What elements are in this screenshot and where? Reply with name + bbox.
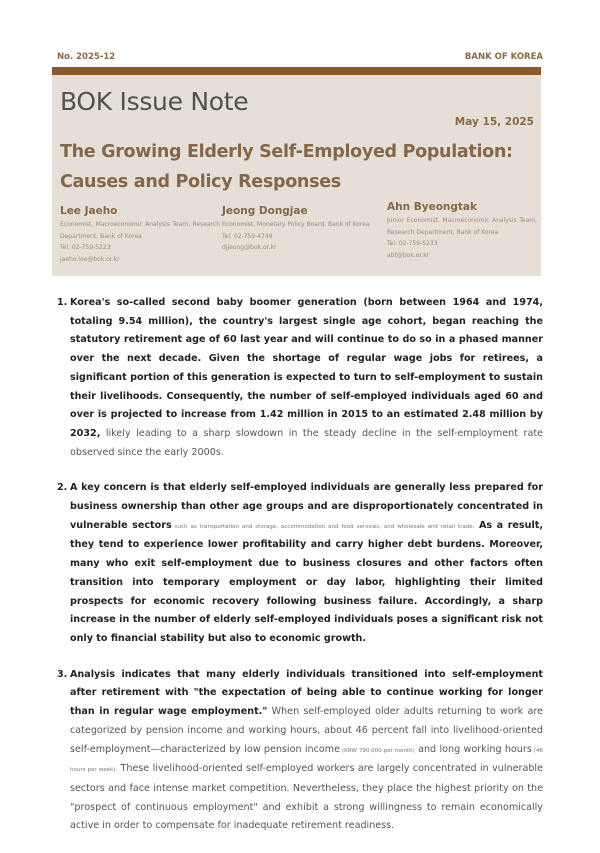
author-email[interactable]: abt@bok.or.kr: [387, 251, 430, 259]
paragraph-2: [57, 479, 543, 648]
paragraph-number: 1.: [57, 297, 68, 308]
author-name: Ahn Byeongtak: [387, 201, 477, 213]
author-email[interactable]: jaeho.lee@bok.or.kr: [60, 255, 120, 263]
author-position: Economist, Monetary Policy Board, Bank of Korea: [222, 221, 370, 228]
paragraph-key-point: A key concern is that elderly self-employed individuals are generally less prepared for business ownership than other age groups and are disproportionately concentrated in vulnerable sectors: [70, 482, 543, 531]
author-name: Lee Jaeho: [60, 205, 118, 217]
author-tel: Tel. 02-759-4749: [222, 232, 273, 240]
document-body: [57, 294, 543, 853]
author-jeong-dongjae: [222, 205, 382, 254]
accent-bar: [52, 67, 541, 75]
author-name: Jeong Dongjae: [222, 205, 308, 217]
paragraph-1: [57, 294, 543, 462]
issue-number: No. 2025-12: [57, 52, 116, 62]
paragraph-note-pension: (KRW 790,000 per month): [340, 747, 415, 754]
paragraph-number: 2.: [57, 482, 68, 494]
publisher-name: BANK OF KOREA: [464, 52, 543, 62]
author-position: Junior Economist, Macroeconomic Analysis Team, Research Department, Bank of Korea: [387, 217, 537, 236]
paragraph-3: [57, 666, 543, 836]
paragraph-text-continued: and long working hours: [414, 743, 532, 755]
paragraph-key-point-continued: As a result, they tend to experience lower profitability and carry higher debt burdens. Moreover, many who exit self-employment due to business closures and other factors often transition into temporary employment or day labor, highlighting their limited prospects for economic recovery following business failure. Accordingly, a sharp increase in the number of elderly self-employed individuals poses a significant risk not only to financial stability but also to economic growth.: [70, 519, 543, 644]
paragraph-number: 3.: [57, 668, 68, 680]
paragraph-key-point: Korea's so-called second baby boomer generation (born between 1964 and 1974, totaling 9.54 million), the country's largest single age cohort, began reaching the statutory retirement age of 60 last year and will continue to do so in a phased manner over the next decade. Given the shortage of regular wage jobs for retirees, a significant portion of this generation is expected to turn to self-employment to sustain their livelihoods. Consequently, the number of self-employed individuals aged 60 and over is projected to increase from 1.42 million in 2015 to an estimated 2.48 million by 2032,: [70, 297, 543, 439]
title-header-box: [52, 67, 541, 276]
paragraph-note-hours: (46 hours per week).: [70, 747, 543, 774]
author-email[interactable]: djjeong@bok.or.kr: [222, 244, 277, 251]
author-ahn-byeongtak: [387, 201, 537, 261]
author-tel: Tel. 02-759-5223: [60, 244, 111, 251]
publication-date: May 15, 2025: [454, 116, 534, 128]
author-lee-jaeho: [60, 205, 220, 265]
paragraph-text-end: These livelihood-oriented self-employed workers are largely concentrated in vulnerable sectors and face intense market competition. Nevertheless, they place the highest priority on the "prospect of continuous employment" and exhibit a strong willingness to remain economically active in order to compensate for inadequate retirement readiness.: [70, 763, 543, 832]
document-title: The Growing Elderly Self-Employed Population: Causes and Policy Responses: [60, 142, 513, 192]
author-tel: Tel. 02-759-5233: [387, 240, 438, 247]
series-title: BOK Issue Note: [60, 87, 249, 116]
paragraph-text: When self-employed older adults returning to work are categorized by pension income and working hours, about 46 percent fall into livelihood-oriented self-employment—characterized by low pension income: [70, 706, 543, 755]
paragraph-key-point: Analysis indicates that many elderly individuals transitioned into self-employment after retirement with "the expectation of being able to continue working for longer than in regular wage employment.": [70, 668, 543, 718]
author-position: Economist, Macroeconomic Analysis Team, Research Department, Bank of Korea: [60, 221, 220, 240]
paragraph-text: likely leading to a sharp slowdown in the steady decline in the self-employment rate observed since the early 2000s.: [70, 427, 543, 458]
paragraph-footnote-text: such as transportation and storage, accommodation and food services, and wholesale and retail trade.: [171, 523, 475, 530]
page-topline: [57, 52, 543, 66]
